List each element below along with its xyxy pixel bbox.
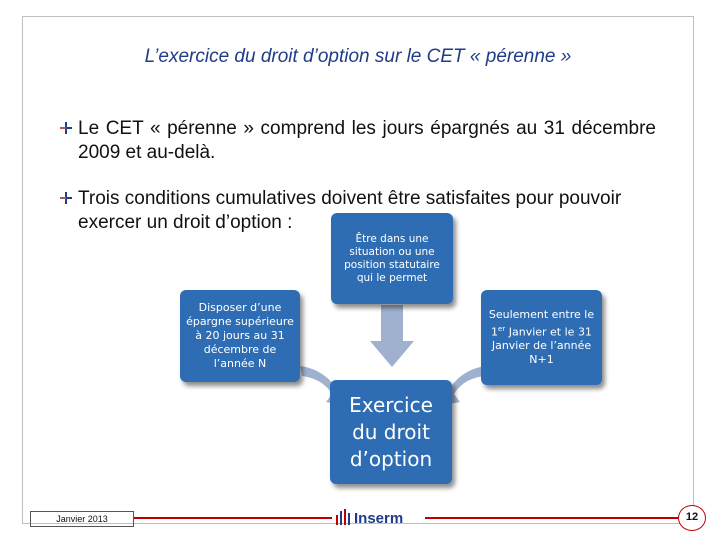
condition-box-status <box>331 213 453 304</box>
footer-divider <box>425 517 678 519</box>
condition-text-part: Janvier et le 31 Janvier de l’année N+1 <box>491 325 592 367</box>
bullet-item <box>78 117 656 165</box>
inserm-logo <box>336 507 422 527</box>
result-line: du droit <box>352 419 430 444</box>
slide-title: L’exercice du droit d’option sur le CET « pérenne » <box>144 46 572 67</box>
condition-text: Disposer d’une épargne supérieure à 20 jours au 31 décembre de l’année N <box>186 301 294 370</box>
condition-box-period <box>481 290 602 385</box>
bullet-marker-icon <box>60 192 72 204</box>
bullet-text: Trois conditions cumulatives doivent être satisfaites pour pouvoir exercer un droit d’option : <box>78 188 622 233</box>
footer-divider <box>134 517 332 519</box>
bullet-marker-icon <box>60 122 72 134</box>
page-number: 12 <box>678 505 706 531</box>
logo-text: Inserm <box>354 510 404 527</box>
arrow-down-icon <box>370 305 414 367</box>
condition-text-part: Seulement entre le 1 <box>488 307 595 339</box>
result-box-exercise <box>330 380 452 484</box>
superscript: er <box>498 324 506 333</box>
result-line: d’option <box>349 446 433 471</box>
condition-text <box>485 308 598 368</box>
condition-box-savings <box>180 290 300 382</box>
bullet-text: Le CET « pérenne » comprend les jours épargnés au 31 décembre 2009 et au-delà. <box>78 118 656 163</box>
footer-date: Janvier 2013 <box>30 511 134 527</box>
condition-text: Être dans une situation ou une position statutaire qui le permet <box>344 232 440 284</box>
result-line: Exercice <box>349 392 433 417</box>
